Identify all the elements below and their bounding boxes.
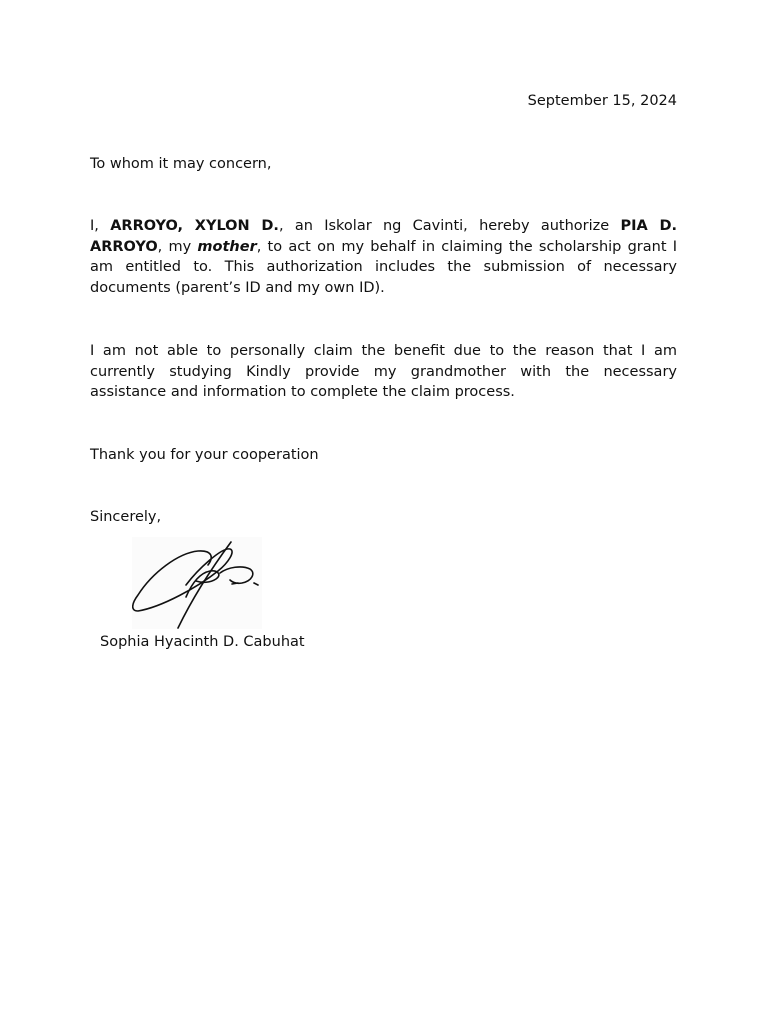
- signature-image: [132, 537, 262, 629]
- paragraph-text: , an Iskolar ng Cavinti, hereby authorize: [278, 218, 621, 234]
- signature-drawing: [132, 537, 262, 629]
- closing-line: Sincerely,: [90, 509, 162, 525]
- letter-date: September 15, 2024: [527, 93, 677, 109]
- signer-name: Sophia Hyacinth D. Cabuhat: [100, 634, 305, 650]
- paragraph-text: I,: [90, 218, 111, 234]
- thanks-line: Thank you for your cooperation: [90, 447, 319, 463]
- representative-name: PIA D. ARROYO: [90, 218, 677, 255]
- authorization-paragraph: [90, 216, 677, 299]
- reason-paragraph: I am not able to personally claim the benefit due to the reason that I am currently studying Kindly provide my grandmother with the necessary assistance and information to complete the claim process.: [90, 343, 677, 401]
- relation: mother: [197, 238, 257, 255]
- paragraph-text: , my: [157, 238, 198, 255]
- student-name: ARROYO, XYLON D.: [110, 218, 279, 234]
- paragraph-text: , to act on my behalf in claiming the scholarship grant I am entitled to. This authorization includes the submission of necessary documents (parent’s ID and my own ID).: [90, 238, 677, 297]
- salutation: To whom it may concern,: [90, 156, 272, 172]
